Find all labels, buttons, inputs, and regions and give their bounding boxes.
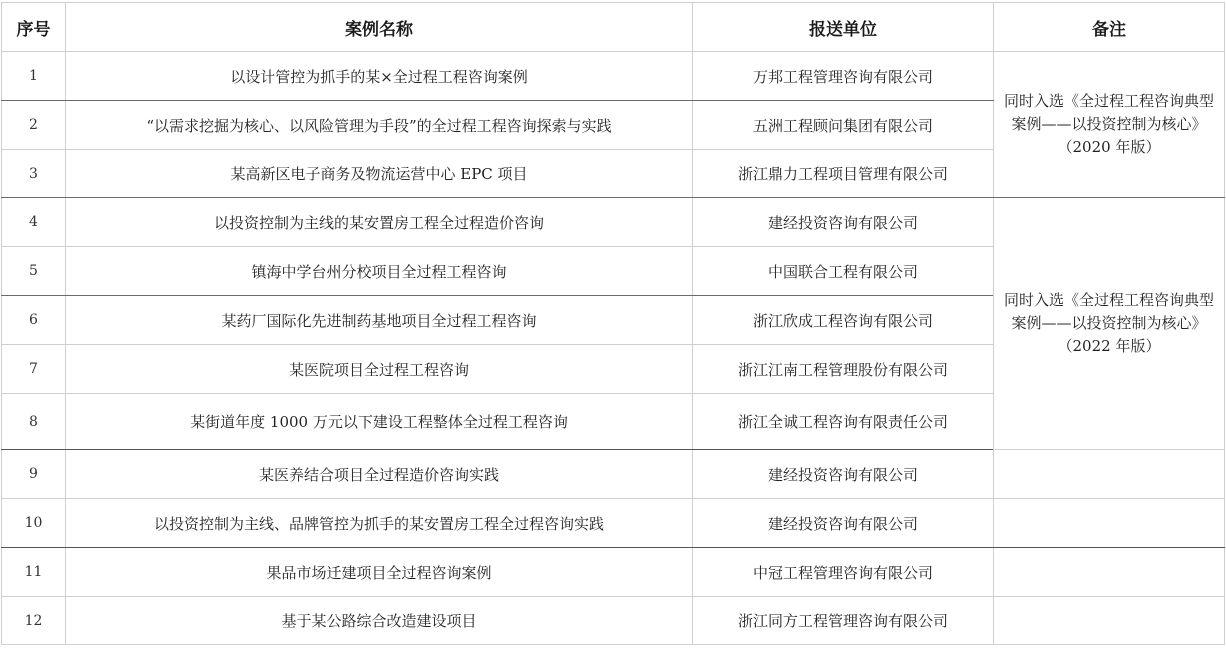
case-name: 某医院项目全过程工程咨询 — [66, 345, 693, 394]
table-row — [2, 548, 1225, 597]
submitting-unit: 建经投资咨询有限公司 — [693, 198, 994, 247]
table-row — [2, 198, 1225, 247]
remark-empty — [994, 499, 1225, 548]
row-number: 8 — [2, 394, 66, 450]
remark-2020-edition: 同时入选《全过程工程咨询典型案例——以投资控制为核心》（2020 年版） — [994, 52, 1225, 198]
case-table — [1, 2, 1225, 645]
row-number: 3 — [2, 150, 66, 198]
submitting-unit: 浙江全诚工程咨询有限责任公司 — [693, 394, 994, 450]
header-seq: 序号 — [2, 3, 66, 52]
row-number: 5 — [2, 247, 66, 296]
header-submitting-unit: 报送单位 — [693, 3, 994, 52]
row-number: 2 — [2, 101, 66, 150]
table-row — [2, 52, 1225, 101]
submitting-unit: 浙江欣成工程咨询有限公司 — [693, 296, 994, 345]
submitting-unit: 浙江同方工程管理咨询有限公司 — [693, 597, 994, 645]
remark-2022-edition: 同时入选《全过程工程咨询典型案例——以投资控制为核心》（2022 年版） — [994, 198, 1225, 450]
case-name: 果品市场迁建项目全过程咨询案例 — [66, 548, 693, 597]
table-row — [2, 597, 1225, 645]
submitting-unit: 建经投资咨询有限公司 — [693, 450, 994, 499]
submitting-unit: 浙江江南工程管理股份有限公司 — [693, 345, 994, 394]
row-number: 6 — [2, 296, 66, 345]
row-number: 9 — [2, 450, 66, 499]
case-name: 以设计管控为抓手的某×全过程工程咨询案例 — [66, 52, 693, 101]
case-name: 以投资控制为主线的某安置房工程全过程造价咨询 — [66, 198, 693, 247]
case-name: 镇海中学台州分校项目全过程工程咨询 — [66, 247, 693, 296]
submitting-unit: 中冠工程管理咨询有限公司 — [693, 548, 994, 597]
submitting-unit: 万邦工程管理咨询有限公司 — [693, 52, 994, 101]
row-number: 11 — [2, 548, 66, 597]
header-remarks: 备注 — [994, 3, 1225, 52]
row-number: 4 — [2, 198, 66, 247]
remark-empty — [994, 548, 1225, 597]
remark-empty — [994, 597, 1225, 645]
submitting-unit: 浙江鼎力工程项目管理有限公司 — [693, 150, 994, 198]
case-name: 某医养结合项目全过程造价咨询实践 — [66, 450, 693, 499]
row-number: 12 — [2, 597, 66, 645]
row-number: 10 — [2, 499, 66, 548]
case-name: 基于某公路综合改造建设项目 — [66, 597, 693, 645]
remark-empty — [994, 450, 1225, 499]
row-number: 1 — [2, 52, 66, 101]
table-row — [2, 499, 1225, 548]
header-case-name: 案例名称 — [66, 3, 693, 52]
submitting-unit: 中国联合工程有限公司 — [693, 247, 994, 296]
submitting-unit: 五洲工程顾问集团有限公司 — [693, 101, 994, 150]
submitting-unit: 建经投资咨询有限公司 — [693, 499, 994, 548]
case-name: 以投资控制为主线、品牌管控为抓手的某安置房工程全过程咨询实践 — [66, 499, 693, 548]
case-name: 某高新区电子商务及物流运营中心 EPC 项目 — [66, 150, 693, 198]
case-name: 某药厂国际化先进制药基地项目全过程工程咨询 — [66, 296, 693, 345]
table-header-row — [2, 3, 1225, 52]
case-name: 某街道年度 1000 万元以下建设工程整体全过程工程咨询 — [66, 394, 693, 450]
row-number: 7 — [2, 345, 66, 394]
case-name: “以需求挖掘为核心、以风险管理为手段”的全过程工程咨询探索与实践 — [66, 101, 693, 150]
table-row — [2, 450, 1225, 499]
